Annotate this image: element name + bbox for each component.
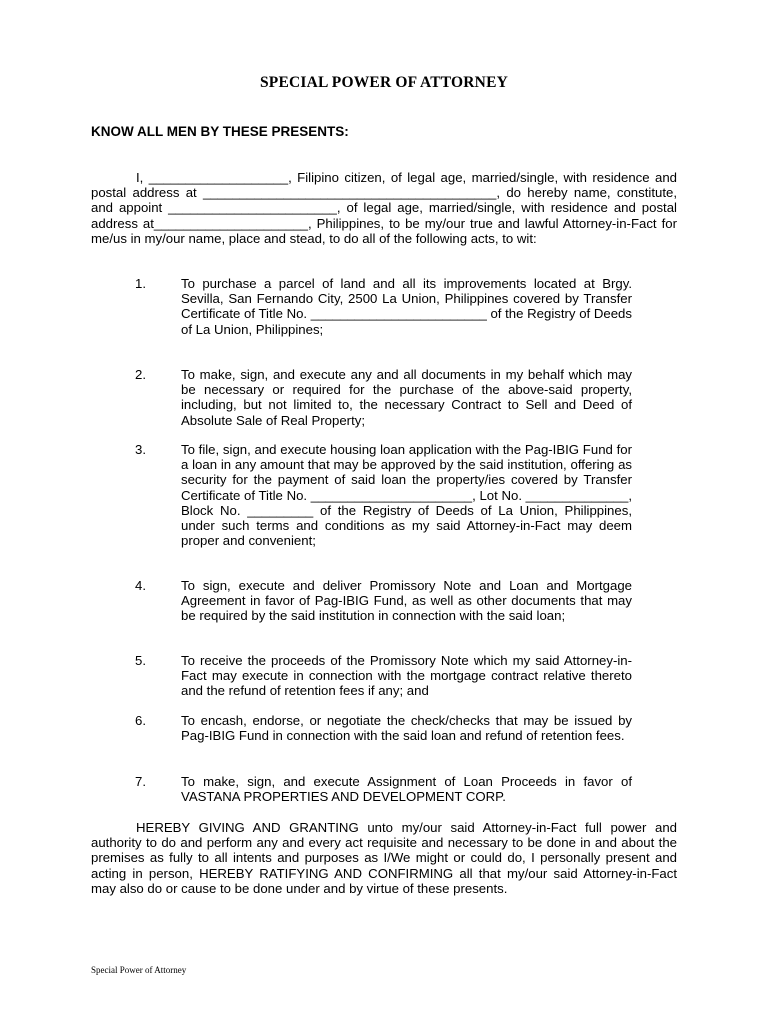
item-text: To receive the proceeds of the Promissory Note which my said Attorney-in-Fact may execute in connection with the mortgage contract relative thereto and the refund of retention fees if any; and (181, 653, 632, 699)
item-number: 2. (135, 367, 146, 382)
document-title: SPECIAL POWER OF ATTORNEY (259, 74, 509, 91)
item-number: 7. (135, 774, 146, 789)
item-text: To make, sign, and execute any and all documents in my behalf which may be necessary or required for the purchase of the above-said property, including, but not limited to, the necessary Contract to Sell and Deed of Absolute Sale of Real Property; (181, 367, 632, 428)
item-number: 5. (135, 653, 146, 668)
item-number: 1. (135, 276, 146, 291)
salutation: KNOW ALL MEN BY THESE PRESENTS: (91, 124, 349, 139)
page-footer: Special Power of Attorney (91, 965, 187, 975)
item-number: 4. (135, 578, 146, 593)
intro-paragraph: I, ___________________, Filipino citizen, of legal age, married/single, with residence and postal address at ________________________________________, do hereby name, constitute, and appoint _______________________, of legal age, married/single, with residence and postal address at_____________________, Philippines, to be my/our true and lawful Attorney-in-Fact for me/us in my/our name, place and stead, to do all of the following acts, to wit: (91, 170, 677, 246)
item-number: 6. (135, 713, 146, 728)
item-text: To encash, endorse, or negotiate the check/checks that may be issued by Pag-IBIG Fund in connection with the said loan and refund of retention fees. (181, 713, 632, 744)
item-text: To purchase a parcel of land and all its improvements located at Brgy. Sevilla, San Fernando City, 2500 La Union, Philippines covered by Transfer Certificate of Title No. ________________________ of the Registry of Deeds of La Union, Philippines; (181, 276, 632, 337)
closing-paragraph: HEREBY GIVING AND GRANTING unto my/our said Attorney-in-Fact full power and authority to do and perform any and every act requisite and necessary to be done in and about the premises as fully to all intents and purposes as I/We might or could do, I personally present and acting in person, HEREBY RATIFYING AND CONFIRMING all that my/our said Attorney-in-Fact may also do or cause to be done under and by virtue of these presents. (91, 820, 677, 896)
item-number: 3. (135, 442, 146, 457)
item-text: To file, sign, and execute housing loan application with the Pag-IBIG Fund for a loan in any amount that may be approved by the said institution, offering as security for the payment of said loan the property/ies covered by Transfer Certificate of Title No. ______________________, Lot No. ______________, Block No. _________ of the Registry of Deeds of La Union, Philippines, under such terms and conditions as my said Attorney-in-Fact may deem proper and convenient; (181, 442, 632, 549)
item-text: To make, sign, and execute Assignment of Loan Proceeds in favor of VASTANA PROPERTIES AND DEVELOPMENT CORP. (181, 774, 632, 805)
item-text: To sign, execute and deliver Promissory Note and Loan and Mortgage Agreement in favor of Pag-IBIG Fund, as well as other documents that may be required by the said institution in connection with the said loan; (181, 578, 632, 624)
